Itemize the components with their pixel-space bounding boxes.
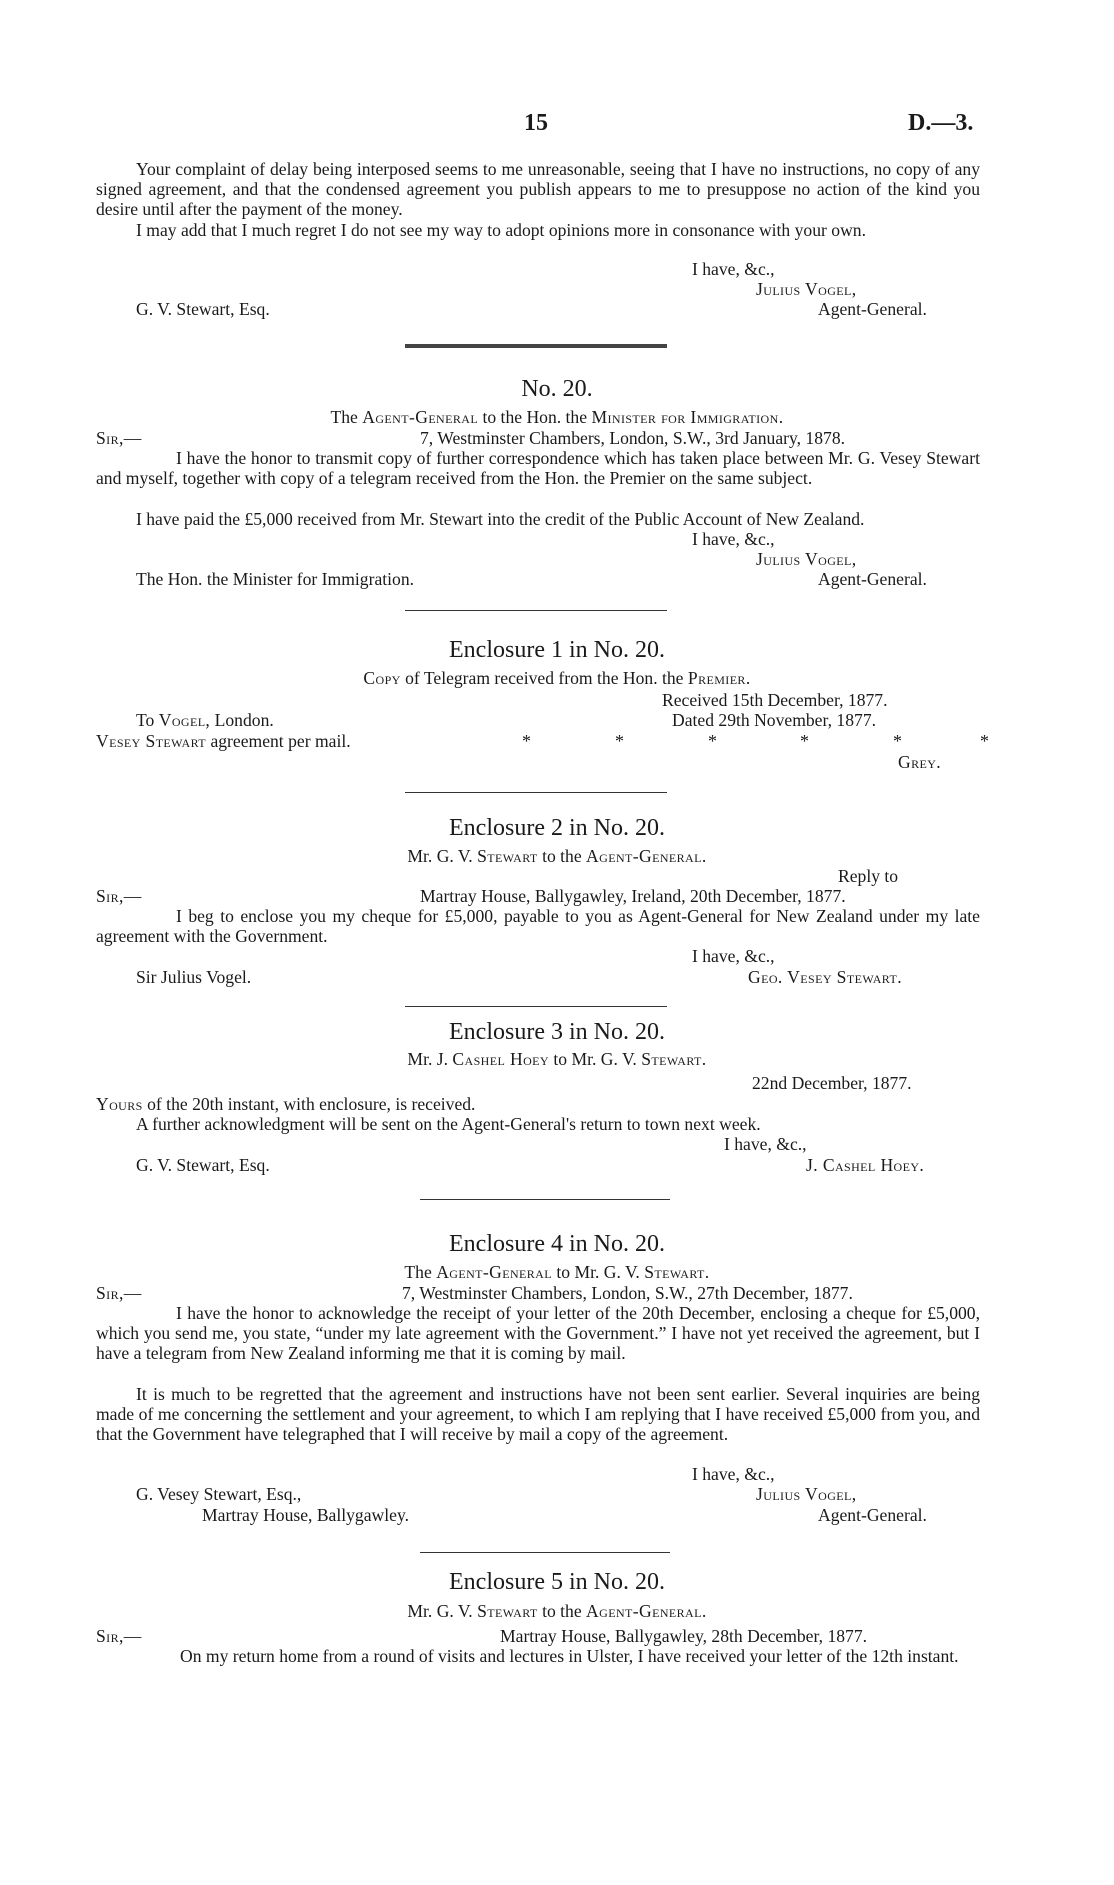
enc4-subheading-mid: to Mr. G. V. bbox=[556, 1262, 640, 1282]
no20-paragraph-1: I have the honor to transmit copy of further correspondence which has taken place between Mr. G. Vesey Stewart and myself, together with copy of a telegram received from the Hon. the Premier on the same subject. bbox=[96, 448, 980, 488]
omission-star: * bbox=[980, 731, 989, 751]
omission-star: * bbox=[615, 731, 624, 751]
enc1-to-post: London. bbox=[214, 710, 274, 730]
enc3-signer: J. Cashel Hoey. bbox=[806, 1155, 925, 1175]
enc1-dated: Dated 29th November, 1877. bbox=[672, 710, 877, 730]
enc3-heading: Enclosure 3 in No. 20. bbox=[449, 1019, 665, 1045]
section-divider bbox=[420, 1199, 670, 1200]
no20-heading: No. 20. bbox=[521, 376, 593, 402]
top-letter-paragraph-1: Your complaint of delay being interposed seems to me unreasonable, seeing that I have no instructions, no copy of any signed agreement, and that the condensed agreement you publish appears to me to presuppose no action of the kind you desire until after the payment of the money. bbox=[96, 159, 980, 219]
top-letter-paragraph-2: I may add that I much regret I do not see my way to adopt opinions more in consonance with your own. bbox=[136, 220, 866, 240]
enc2-reply-to: Reply to bbox=[838, 866, 899, 886]
enc4-subheading-pre: The bbox=[404, 1262, 432, 1282]
enc5-subheading bbox=[0, 1601, 1114, 1621]
no20-signer: Julius Vogel, bbox=[756, 549, 857, 569]
enc3-paragraph-1-rest: of the 20th instant, with enclosure, is received. bbox=[147, 1094, 476, 1114]
enc1-received: Received 15th December, 1877. bbox=[662, 690, 888, 710]
enc1-heading: Enclosure 1 in No. 20. bbox=[449, 637, 665, 663]
enc5-subheading-mid: to the bbox=[542, 1601, 582, 1621]
enc1-body-name: Vesey Stewart bbox=[96, 731, 207, 751]
omission-star: * bbox=[708, 731, 717, 751]
enc4-address: 7, Westminster Chambers, London, S.W., 27th December, 1877. bbox=[402, 1283, 853, 1303]
enc2-subheading-to: Agent-General. bbox=[586, 846, 707, 866]
enc1-body-line bbox=[96, 731, 351, 751]
enc2-heading: Enclosure 2 in No. 20. bbox=[449, 815, 665, 841]
enc1-body-rest: agreement per mail. bbox=[210, 731, 351, 751]
enc4-addressee-1: G. Vesey Stewart, Esq., bbox=[136, 1484, 302, 1504]
omission-star: * bbox=[800, 731, 809, 751]
enc5-subheading-from: Stewart bbox=[477, 1601, 538, 1621]
enc3-subheading-from: Cashel Hoey bbox=[452, 1049, 549, 1069]
document-reference: D.—3. bbox=[908, 110, 974, 136]
section-divider bbox=[405, 1006, 667, 1007]
top-letter-addressee: G. V. Stewart, Esq. bbox=[136, 299, 270, 319]
enc4-addressee-2: Martray House, Ballygawley. bbox=[202, 1505, 409, 1525]
enc3-paragraph-2: A further acknowledgment will be sent on the Agent-General's return to town next week. bbox=[136, 1114, 761, 1134]
enc4-subheading bbox=[0, 1262, 1114, 1282]
enc2-closing: I have, &c., bbox=[692, 946, 775, 966]
enc4-signer: Julius Vogel, bbox=[756, 1484, 857, 1504]
enc5-subheading-to: Agent-General. bbox=[586, 1601, 707, 1621]
enc4-paragraph-2: It is much to be regretted that the agreement and instructions have not been sent earlier. Several inquiries are being made of me concerning the settlement and your agreement, to which I am replying that I have received £5,000 from you, and that the Government have telegraphed that I will receive by mail a copy of the agreement. bbox=[96, 1384, 980, 1444]
enc1-to-line bbox=[136, 710, 274, 730]
enc3-closing: I have, &c., bbox=[724, 1134, 807, 1154]
enc1-subheading bbox=[0, 668, 1114, 688]
enc1-subheading-premier: Premier. bbox=[687, 668, 751, 688]
no20-subheading-from: Agent-General bbox=[362, 407, 479, 427]
enc2-subheading bbox=[0, 846, 1114, 866]
no20-address: 7, Westminster Chambers, London, S.W., 3rd January, 1878. bbox=[420, 428, 846, 448]
enc5-address: Martray House, Ballygawley, 28th December, 1877. bbox=[500, 1626, 868, 1646]
no20-subheading-to: Minister for Immigration. bbox=[591, 407, 784, 427]
top-letter-closing: I have, &c., bbox=[692, 259, 775, 279]
enc1-subheading-copy: Copy bbox=[363, 668, 401, 688]
enc2-subheading-pre: Mr. G. V. bbox=[407, 846, 473, 866]
enc2-paragraph-1: I beg to enclose you my cheque for £5,000, payable to you as Agent-General for New Zealand under my late agreement with the Government. bbox=[96, 906, 980, 946]
enc2-salutation: Sir,— bbox=[96, 886, 142, 906]
enc2-address: Martray House, Ballygawley, Ireland, 20th December, 1877. bbox=[420, 886, 846, 906]
enc1-subheading-mid: of Telegram received from the Hon. the bbox=[405, 668, 684, 688]
top-letter-signer: Julius Vogel, bbox=[756, 279, 857, 299]
enc5-subheading-pre: Mr. G. V. bbox=[407, 1601, 473, 1621]
enc2-subheading-mid: to the bbox=[542, 846, 582, 866]
top-letter-signer-title: Agent-General. bbox=[818, 299, 927, 319]
enc1-signer: Grey. bbox=[898, 752, 942, 772]
section-divider bbox=[405, 792, 667, 793]
enc3-subheading-mid: to Mr. G. V. bbox=[553, 1049, 637, 1069]
no20-subheading-mid: to the Hon. the bbox=[482, 407, 588, 427]
page-number: 15 bbox=[524, 110, 548, 136]
enc5-salutation: Sir,— bbox=[96, 1626, 142, 1646]
enc5-paragraph-1: On my return home from a round of visits and lectures in Ulster, I have received your letter of the 12th instant. bbox=[180, 1646, 959, 1666]
enc4-closing: I have, &c., bbox=[692, 1464, 775, 1484]
no20-paragraph-2: I have paid the £5,000 received from Mr. Stewart into the credit of the Public Account of New Zealand. bbox=[136, 509, 865, 529]
omission-star: * bbox=[522, 731, 531, 751]
no20-subheading-pre: The bbox=[330, 407, 358, 427]
enc4-subheading-to: Stewart. bbox=[644, 1262, 710, 1282]
no20-closing: I have, &c., bbox=[692, 529, 775, 549]
enc3-paragraph-1 bbox=[96, 1094, 475, 1114]
enc3-addressee: G. V. Stewart, Esq. bbox=[136, 1155, 270, 1175]
enc3-subheading-to: Stewart. bbox=[641, 1049, 707, 1069]
enc5-heading: Enclosure 5 in No. 20. bbox=[449, 1569, 665, 1595]
omission-star: * bbox=[893, 731, 902, 751]
section-divider bbox=[420, 1552, 670, 1553]
no20-signer-title: Agent-General. bbox=[818, 569, 927, 589]
no20-subheading bbox=[0, 407, 1114, 427]
enc4-signer-title: Agent-General. bbox=[818, 1505, 927, 1525]
enc3-subheading-pre: Mr. J. bbox=[407, 1049, 448, 1069]
no20-salutation: Sir,— bbox=[96, 428, 142, 448]
enc2-addressee: Sir Julius Vogel. bbox=[136, 967, 252, 987]
section-divider bbox=[405, 344, 667, 348]
enc3-date: 22nd December, 1877. bbox=[752, 1073, 912, 1093]
enc4-heading: Enclosure 4 in No. 20. bbox=[449, 1231, 665, 1257]
enc4-paragraph-1: I have the honor to acknowledge the receipt of your letter of the 20th December, enclosing a cheque for £5,000, which you send me, you state, “under my late agreement with the Government.” I have not yet received the agreement, but I have a telegram from New Zealand informing me that it is coming by mail. bbox=[96, 1303, 980, 1363]
enc4-salutation: Sir,— bbox=[96, 1283, 142, 1303]
enc2-subheading-from: Stewart bbox=[477, 846, 538, 866]
enc3-paragraph-1-lead: Yours bbox=[96, 1094, 143, 1114]
enc1-to-pre: To bbox=[136, 710, 155, 730]
enc1-to-name: Vogel, bbox=[158, 710, 211, 730]
section-divider bbox=[405, 610, 667, 611]
enc4-subheading-from: Agent-General bbox=[436, 1262, 552, 1282]
no20-addressee: The Hon. the Minister for Immigration. bbox=[136, 569, 415, 589]
enc2-signer: Geo. Vesey Stewart. bbox=[748, 967, 903, 987]
enc3-subheading bbox=[0, 1049, 1114, 1069]
